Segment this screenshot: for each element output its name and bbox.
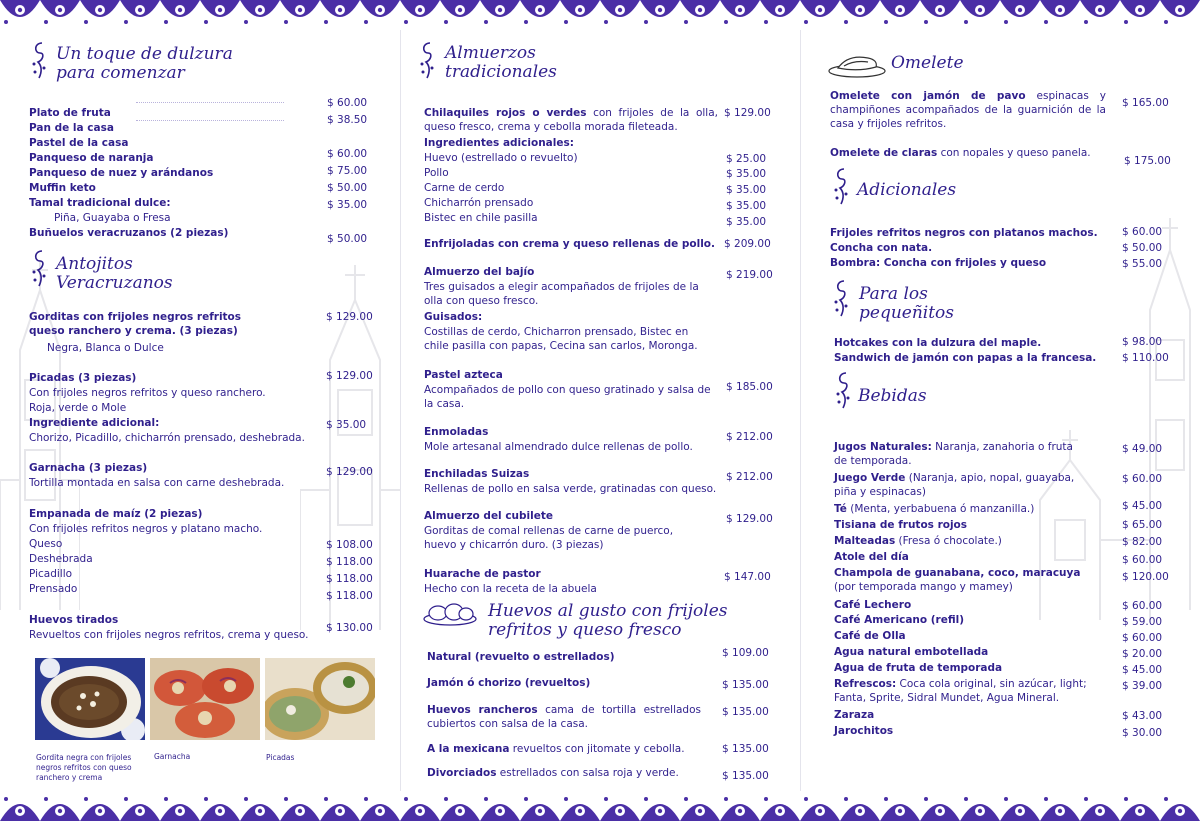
menu-item-name: Tamal tradicional dulce: bbox=[29, 197, 171, 209]
menu-item-desc: Costillas de cerdo, Chicharron prensado, Bistec en chile pasilla con papas, Cecina san carlos, Moronga. bbox=[424, 326, 698, 352]
talavera-motif bbox=[240, 797, 280, 821]
menu-item-name: Ingrediente adicional: bbox=[29, 417, 160, 429]
menu-item-price: $ 212.00 bbox=[726, 471, 773, 483]
menu-item-desc: con nopales y queso panela. bbox=[937, 147, 1091, 159]
menu-item-name: Frijoles refritos negros con platanos machos. bbox=[830, 227, 1098, 239]
menu-item-option: Queso bbox=[29, 538, 63, 550]
menu-item-name: Jugos Naturales: bbox=[834, 441, 932, 453]
menu-item-name: Jamón ó chorizo (revueltos) bbox=[427, 677, 591, 689]
menu-item-desc: Coca cola original, sin azúcar, light; Fanta, Sprite, Sidral Mundet, Agua Mineral. bbox=[834, 678, 1087, 704]
talavera-motif bbox=[320, 0, 360, 24]
talavera-motif bbox=[40, 797, 80, 821]
menu-item-name: Café Lechero bbox=[834, 599, 912, 611]
talavera-motif bbox=[760, 797, 800, 821]
menu-item-name: Café de Olla bbox=[834, 630, 906, 642]
talavera-motif bbox=[400, 797, 440, 821]
talavera-motif bbox=[240, 0, 280, 24]
talavera-motif bbox=[1120, 0, 1160, 24]
talavera-motif bbox=[720, 0, 760, 24]
menu-item-price: $ 35.00 bbox=[726, 184, 767, 196]
menu-item-price: $ 60.00 bbox=[1122, 554, 1163, 566]
talavera-motif bbox=[920, 0, 960, 24]
menu-item-name: Picadas (3 piezas) bbox=[29, 372, 137, 384]
talavera-motif bbox=[1040, 797, 1080, 821]
menu-item-desc: Naranja, zanahoria o fruta de temporada. bbox=[834, 441, 1073, 467]
menu-item-option: Huevo (estrellado o revuelto) bbox=[424, 152, 578, 164]
drink-item bbox=[834, 440, 1084, 468]
menu-item-price: $ 98.00 bbox=[1122, 336, 1163, 348]
menu-item-name: Gorditas con frijoles negros refritos queso ranchero y crema. (3 piezas) bbox=[29, 311, 242, 337]
menu-item-option: Prensado bbox=[29, 583, 78, 595]
drink-item bbox=[834, 518, 967, 532]
section-title-postres: Un toque de dulzura para comenzar bbox=[56, 44, 233, 83]
section-title-bebidas: Bebidas bbox=[858, 386, 927, 406]
photo-gordita bbox=[35, 658, 145, 740]
menu-item-desc: espinacas y champiñones acompañados de la guarnición de la casa y frijoles refritos. bbox=[830, 90, 1107, 130]
section-title-adicionales: Adicionales bbox=[857, 180, 957, 200]
menu-item-name: Té bbox=[834, 503, 847, 515]
drink-item bbox=[834, 534, 1002, 548]
menu-item-price: $ 175.00 bbox=[1124, 155, 1171, 167]
menu-item-price: $ 50.00 bbox=[327, 182, 368, 194]
drink-item bbox=[834, 598, 911, 612]
talavera-border-bottom bbox=[0, 791, 1200, 821]
menu-item-price: $ 130.00 bbox=[326, 622, 373, 634]
menu-item-name: Jarochitos bbox=[834, 725, 894, 737]
ornament-glyph-icon bbox=[832, 166, 850, 206]
menu-item-name: Almuerzo del bajío bbox=[424, 266, 535, 278]
ornament-glyph-icon bbox=[834, 370, 852, 410]
menu-item-name: Agua natural embotellada bbox=[834, 646, 989, 658]
drink-item bbox=[834, 613, 964, 627]
talavera-motif bbox=[160, 0, 200, 24]
talavera-motif bbox=[280, 797, 320, 821]
talavera-motif bbox=[120, 797, 160, 821]
menu-item-price: $ 129.00 bbox=[326, 370, 373, 382]
menu-item-desc: Con frijoles refritos negros y platano macho. bbox=[29, 523, 263, 535]
menu-item-price: $ 30.00 bbox=[1122, 727, 1163, 739]
menu-item-mexicana bbox=[427, 742, 685, 756]
dot-leader bbox=[136, 102, 284, 103]
menu-item-desc: Tres guisados a elegir acompañados de frijoles de la olla con queso fresco. bbox=[424, 281, 699, 307]
talavera-motif bbox=[1040, 0, 1080, 24]
menu-item-price: $ 59.00 bbox=[1122, 616, 1163, 628]
menu-item-name: Malteadas bbox=[834, 535, 896, 547]
section-title-antojitos: Antojitos Veracruzanos bbox=[56, 254, 173, 293]
menu-item-price: $ 38.50 bbox=[327, 114, 368, 126]
talavera-motif bbox=[880, 797, 920, 821]
menu-item-desc: Revueltos con frijoles negros refritos, crema y queso. bbox=[29, 629, 309, 641]
menu-item-desc: Chorizo, Picadillo, chicharrón prensado, deshebrada. bbox=[29, 432, 305, 444]
menu-item-name: Omelete con jamón de pavo bbox=[830, 90, 1026, 102]
talavera-motif bbox=[1000, 797, 1040, 821]
menu-item-price: $ 109.00 bbox=[722, 647, 769, 659]
menu-item-name: Concha con nata. bbox=[830, 242, 933, 254]
menu-item-price: $ 118.00 bbox=[326, 573, 373, 585]
menu-item-name: Atole del día bbox=[834, 551, 909, 563]
talavera-motif bbox=[400, 0, 440, 24]
menu-item-price: $ 129.00 bbox=[326, 311, 373, 323]
menu-item-desc: revueltos con jitomate y cebolla. bbox=[509, 743, 685, 755]
menu-item-option: Piña, Guayaba o Fresa bbox=[54, 212, 171, 224]
ornament-glyph-icon bbox=[832, 278, 850, 318]
menu-item-price: $ 60.00 bbox=[327, 97, 368, 109]
menu-item-desc: Acompañados de pollo con queso gratinado y salsa de la casa. bbox=[424, 384, 711, 410]
menu-item-price: $ 110.00 bbox=[1122, 352, 1169, 364]
menu-item-name: Pan de la casa bbox=[29, 122, 114, 134]
menu-item-price: $ 129.00 bbox=[724, 107, 771, 119]
talavera-motif bbox=[720, 797, 760, 821]
menu-item-price: $ 35.00 bbox=[726, 216, 767, 228]
talavera-motif bbox=[680, 797, 720, 821]
menu-item-price: $ 135.00 bbox=[722, 743, 769, 755]
menu-item-price: $ 212.00 bbox=[726, 431, 773, 443]
menu-item-chilaquiles bbox=[424, 106, 718, 134]
talavera-motif bbox=[1000, 0, 1040, 24]
menu-item-option: Carne de cerdo bbox=[424, 182, 505, 194]
drink-item bbox=[834, 708, 874, 722]
menu-item-name: Pastel azteca bbox=[424, 369, 503, 381]
talavera-motif bbox=[680, 0, 720, 24]
menu-item-price: $ 75.00 bbox=[327, 165, 368, 177]
menu-item-omelete-claras bbox=[830, 146, 1091, 160]
talavera-motif bbox=[920, 797, 960, 821]
talavera-motif bbox=[480, 0, 520, 24]
subheading: Ingredientes adicionales: bbox=[424, 137, 574, 149]
menu-item-price: $ 129.00 bbox=[726, 513, 773, 525]
menu-item-name: Café Americano (refil) bbox=[834, 614, 965, 626]
menu-item-name: Enfrijoladas con crema y queso rellenas de pollo. bbox=[424, 238, 716, 250]
menu-item-name: Panqueso de nuez y arándanos bbox=[29, 167, 214, 179]
menu-item-option: Chicharrón prensado bbox=[424, 197, 534, 209]
menu-item-price: $ 108.00 bbox=[326, 539, 373, 551]
talavera-motif bbox=[480, 797, 520, 821]
talavera-motif bbox=[1080, 0, 1120, 24]
ornament-glyph-icon bbox=[418, 40, 436, 80]
menu-item-desc: cama de tortilla estrellados cubiertos con salsa de la casa. bbox=[427, 704, 701, 730]
menu-item-desc: Gorditas de comal rellenas de carne de puerco, huevo y chicarrón duro. (3 piezas) bbox=[424, 525, 674, 551]
menu-item-name: Huevos tirados bbox=[29, 614, 119, 626]
talavera-motif bbox=[80, 0, 120, 24]
talavera-motif bbox=[40, 0, 80, 24]
menu-item-price: $ 135.00 bbox=[722, 706, 769, 718]
drink-item bbox=[834, 724, 893, 738]
ornament-glyph-icon bbox=[30, 40, 48, 80]
talavera-motif bbox=[800, 797, 840, 821]
menu-item-name: Juego Verde bbox=[834, 472, 906, 484]
menu-item-name: Empanada de maíz (2 piezas) bbox=[29, 508, 203, 520]
menu-item-name: Natural (revuelto o estrellados) bbox=[427, 651, 615, 663]
menu-item-option: Deshebrada bbox=[29, 553, 93, 565]
talavera-motif bbox=[1160, 0, 1200, 24]
menu-item-price: $ 82.00 bbox=[1122, 536, 1163, 548]
menu-item-name: Chilaquiles rojos o verdes bbox=[424, 107, 587, 119]
panel-middle bbox=[400, 30, 800, 791]
menu-item-price: $ 219.00 bbox=[726, 269, 773, 281]
menu-item-price: $ 35.00 bbox=[327, 199, 368, 211]
menu-item-desc: con frijoles de la olla, queso fresco, crema y cebolla morada fileteada. bbox=[424, 107, 718, 133]
menu-item-name: Plato de fruta bbox=[29, 107, 111, 119]
menu-item-price: $ 60.00 bbox=[1122, 600, 1163, 612]
menu-item-name: Enmoladas bbox=[424, 426, 489, 438]
talavera-motif bbox=[320, 797, 360, 821]
menu-item-option: Negra, Blanca o Dulce bbox=[47, 342, 164, 354]
talavera-motif bbox=[280, 0, 320, 24]
menu-item-price: $ 120.00 bbox=[1122, 571, 1169, 583]
talavera-motif bbox=[640, 0, 680, 24]
section-title-pequenitos: Para los pequeñitos bbox=[859, 284, 955, 323]
omelette-icon bbox=[828, 52, 886, 78]
talavera-motif bbox=[600, 0, 640, 24]
talavera-motif bbox=[200, 797, 240, 821]
menu-item-desc: Tortilla montada en salsa con carne deshebrada. bbox=[29, 477, 285, 489]
talavera-border-top bbox=[0, 0, 1200, 30]
menu-item-name: Enchiladas Suizas bbox=[424, 468, 530, 480]
menu-item-price: $ 185.00 bbox=[726, 381, 773, 393]
menu-item-name: Tisiana de frutos rojos bbox=[834, 519, 968, 531]
menu-item-name: Panqueso de naranja bbox=[29, 152, 154, 164]
drink-item bbox=[834, 661, 1002, 675]
menu-item-price: $ 118.00 bbox=[326, 590, 373, 602]
section-title-huevos: Huevos al gusto con frijoles refritos y queso fresco bbox=[488, 601, 728, 640]
menu-item-price: $ 55.00 bbox=[1122, 258, 1163, 270]
talavera-motif bbox=[960, 0, 1000, 24]
talavera-motif bbox=[960, 797, 1000, 821]
menu-item-name: Champola de guanabana, coco, maracuya bbox=[834, 567, 1081, 579]
ornament-glyph-icon bbox=[30, 248, 48, 288]
menu-item-price: $ 147.00 bbox=[724, 571, 771, 583]
talavera-motif bbox=[360, 0, 400, 24]
talavera-motif bbox=[760, 0, 800, 24]
drink-item bbox=[834, 471, 1084, 499]
menu-item-price: $ 135.00 bbox=[722, 679, 769, 691]
menu-item-price: $ 39.00 bbox=[1122, 680, 1163, 692]
subheading: Guisados: bbox=[424, 311, 483, 323]
talavera-motif bbox=[840, 0, 880, 24]
menu-item-price: $ 50.00 bbox=[327, 233, 368, 245]
menu-item-option: Pollo bbox=[424, 167, 449, 179]
talavera-motif bbox=[80, 797, 120, 821]
talavera-motif bbox=[560, 797, 600, 821]
talavera-motif bbox=[880, 0, 920, 24]
section-title-almuerzos: Almuerzos tradicionales bbox=[445, 43, 557, 82]
menu-item-name: Hotcakes con la dulzura del maple. bbox=[834, 337, 1042, 349]
menu-item-price: $ 45.00 bbox=[1122, 500, 1163, 512]
menu-item-price: $ 35.00 bbox=[726, 200, 767, 212]
menu-item-name: Sandwich de jamón con papas a la francesa. bbox=[834, 352, 1097, 364]
photo-picadas bbox=[265, 658, 375, 740]
menu-item-price: $ 35.00 bbox=[326, 419, 367, 431]
drink-item bbox=[834, 645, 988, 659]
menu-item-name: Huarache de pastor bbox=[424, 568, 541, 580]
talavera-motif bbox=[520, 0, 560, 24]
menu-item-name: Bombra: Concha con frijoles y queso bbox=[830, 257, 1047, 269]
eggs-icon bbox=[422, 601, 478, 627]
talavera-motif bbox=[160, 797, 200, 821]
menu-item-price: $ 35.00 bbox=[726, 168, 767, 180]
menu-item-desc: (por temporada mango y mamey) bbox=[834, 581, 1013, 593]
section-title-omelete: Omelete bbox=[891, 53, 964, 73]
talavera-motif bbox=[1120, 797, 1160, 821]
drink-item bbox=[834, 550, 909, 564]
menu-item-option: Picadillo bbox=[29, 568, 73, 580]
menu-item-price: $ 60.00 bbox=[1122, 473, 1163, 485]
menu-item-name: Buñuelos veracruzanos (2 piezas) bbox=[29, 227, 229, 239]
menu-item-huevos-rancheros bbox=[427, 703, 701, 731]
menu-item-price: $ 43.00 bbox=[1122, 710, 1163, 722]
menu-item-price: $ 25.00 bbox=[726, 153, 767, 165]
menu-item-name: Huevos rancheros bbox=[427, 704, 538, 716]
drink-item bbox=[834, 566, 1092, 594]
menu-item-desc: estrellados con salsa roja y verde. bbox=[496, 767, 679, 779]
menu-item-name: Divorciados bbox=[427, 767, 497, 779]
menu-item-price: $ 165.00 bbox=[1122, 97, 1169, 109]
panel-left bbox=[0, 30, 400, 791]
menu-item-price: $ 20.00 bbox=[1122, 648, 1163, 660]
talavera-motif bbox=[640, 797, 680, 821]
menu-item-price: $ 118.00 bbox=[326, 556, 373, 568]
menu-item-desc: Con frijoles negros refritos y queso ranchero. bbox=[29, 387, 266, 399]
menu-item-price: $ 45.00 bbox=[1122, 664, 1163, 676]
menu-item-desc: (Naranja, apio, nopal, guayaba, piña y espinacas) bbox=[834, 472, 1075, 498]
menu-item-price: $ 135.00 bbox=[722, 770, 769, 782]
menu-item-desc: (Fresa ó chocolate.) bbox=[895, 535, 1002, 547]
menu-item-name: Omelete de claras bbox=[830, 147, 938, 159]
menu-item-divorciados bbox=[427, 766, 679, 780]
drink-item bbox=[834, 629, 906, 643]
menu-item-price: $ 65.00 bbox=[1122, 519, 1163, 531]
talavera-motif bbox=[120, 0, 160, 24]
talavera-motif bbox=[800, 0, 840, 24]
menu-item-name: Refrescos: bbox=[834, 678, 897, 690]
drink-item bbox=[834, 677, 1098, 705]
menu-item-name: Pastel de la casa bbox=[29, 137, 129, 149]
menu-item-desc: Rellenas de pollo en salsa verde, gratinadas con queso. bbox=[424, 483, 717, 495]
menu-item-desc: Mole artesanal almendrado dulce rellenas de pollo. bbox=[424, 441, 693, 453]
drink-item bbox=[834, 502, 1034, 516]
menu-item-price: $ 60.00 bbox=[1122, 632, 1163, 644]
photo-caption: Gordita negra con frijoles negros refritos con queso ranchero y crema bbox=[36, 753, 132, 782]
menu-item-price: $ 50.00 bbox=[1122, 242, 1163, 254]
talavera-motif bbox=[0, 797, 40, 821]
menu-item-price: $ 209.00 bbox=[724, 238, 771, 250]
menu-item-name: A la mexicana bbox=[427, 743, 510, 755]
menu-item-name: Almuerzo del cubilete bbox=[424, 510, 553, 522]
panel-right bbox=[800, 30, 1200, 791]
menu-item-price: $ 60.00 bbox=[1122, 226, 1163, 238]
menu-item-name: Muffin keto bbox=[29, 182, 96, 194]
talavera-motif bbox=[200, 0, 240, 24]
menu-item-desc: Roja, verde o Mole bbox=[29, 402, 127, 414]
menu-item-desc: (Menta, yerbabuena ó manzanilla.) bbox=[846, 503, 1035, 515]
talavera-motif bbox=[1160, 797, 1200, 821]
dot-leader bbox=[136, 120, 284, 121]
talavera-motif bbox=[600, 797, 640, 821]
talavera-motif bbox=[440, 797, 480, 821]
photo-caption: Garnacha bbox=[154, 752, 191, 761]
menu-item-name: Agua de fruta de temporada bbox=[834, 662, 1003, 674]
talavera-motif bbox=[520, 797, 560, 821]
talavera-motif bbox=[840, 797, 880, 821]
talavera-motif bbox=[360, 797, 400, 821]
menu-item-name: Garnacha (3 piezas) bbox=[29, 462, 148, 474]
talavera-motif bbox=[560, 0, 600, 24]
photo-caption: Picadas bbox=[266, 753, 295, 762]
menu-item-desc: Hecho con la receta de la abuela bbox=[424, 583, 597, 595]
menu-item-price: $ 60.00 bbox=[327, 148, 368, 160]
talavera-motif bbox=[440, 0, 480, 24]
menu-item-option: Bistec en chile pasilla bbox=[424, 212, 538, 224]
menu-item-name: Zaraza bbox=[834, 709, 875, 721]
menu-item-omelete-jamon bbox=[830, 89, 1106, 131]
talavera-motif bbox=[1080, 797, 1120, 821]
photo-garnacha bbox=[150, 658, 260, 740]
menu-item-price: $ 129.00 bbox=[326, 466, 373, 478]
menu-item-price: $ 49.00 bbox=[1122, 443, 1163, 455]
talavera-motif bbox=[0, 0, 40, 24]
